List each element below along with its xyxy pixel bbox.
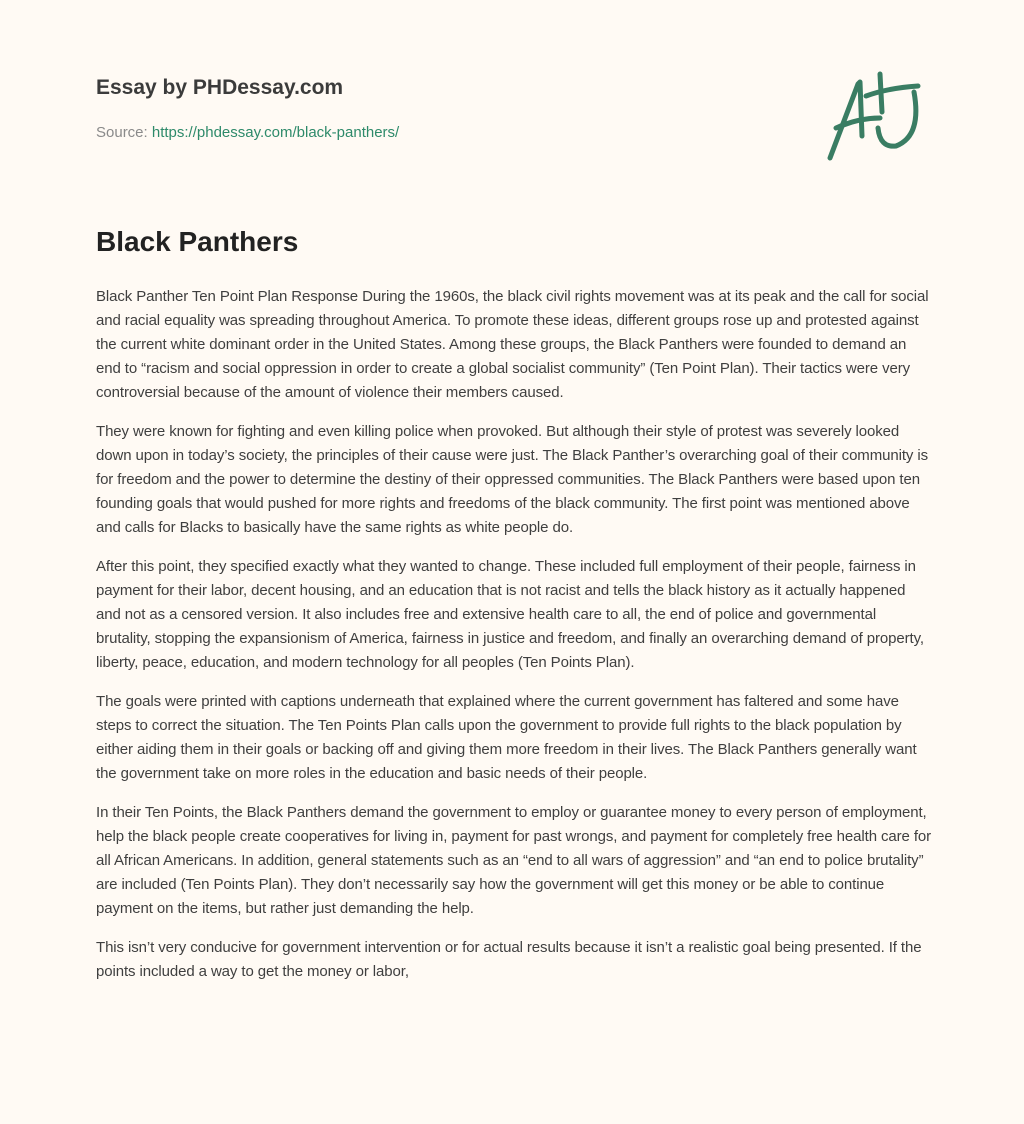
article-title: Black Panthers [96, 226, 299, 257]
paragraph: After this point, they specified exactly what they wanted to change. These included full employment of their people, fairness in payment for their labor, decent housing, and an education that is not racist and tells the black history as it actually happened and not as a censored version. It also includes free and extensive health care to all, the end of police and governmental brutality, stopping the expansionism of America, fairness in justice and freedom, and finally an overarching demand of property, liberty, peace, education, and modern technology for all peoples (Ten Points Plan). [96, 558, 924, 671]
source-link[interactable]: https://phdessay.com/black-panthers/ [151, 124, 400, 141]
paragraph: This isn’t very conducive for government intervention or for actual results because it isn’t a realistic goal being presented. If the points included a way to get the money or labor, [96, 939, 922, 980]
paragraph: They were known for fighting and even killing police when provoked. But although their style of protest was severely looked down upon in today’s society, the principles of their cause were just. The Black Panther’s overarching goal of their community is for freedom and the power to determine the destiny of their oppressed communities. The Black Panthers were based upon ten founding goals that would pushed for more rights and freedoms of the black community. The first point was mentioned above and calls for Blacks to basically have the same rights as white people do. [96, 423, 928, 536]
source-line [96, 124, 399, 141]
a-plus-logo-icon [818, 66, 928, 166]
site-title: Essay by PHDessay.com [96, 76, 344, 99]
article-body [96, 285, 932, 999]
paragraph: Black Panther Ten Point Plan Response During the 1960s, the black civil rights movement was at its peak and the call for social and racial equality was spreading throughout America. To promote these ideas, different groups rose up and protested against the current white dominant order in the United States. Among these groups, the Black Panthers were founded to demand an end to “racism and social oppression in order to create a global socialist community” (Ten Point Plan). Their tactics were very controversial because of the amount of violence their members caused. [96, 288, 929, 401]
source-label: Source: [96, 124, 148, 141]
paragraph: The goals were printed with captions underneath that explained where the current government has faltered and some have steps to correct the situation. The Ten Points Plan calls upon the government to provide full rights to the black population by either aiding them in their goals or backing off and giving them more freedom in their lives. The Black Panthers generally want the government take on more roles in the education and basic needs of their people. [96, 693, 917, 782]
paragraph: In their Ten Points, the Black Panthers demand the government to employ or guarantee money to every person of employment, help the black people create cooperatives for living in, payment for past wrongs, and payment for completely free health care for all African Americans. In addition, general statements such as an “end to all wars of aggression” and “an end to police brutality” are included (Ten Points Plan). They don’t necessarily say how the government will get this money or be able to continue payment on the items, but rather just demanding the help. [96, 804, 932, 917]
